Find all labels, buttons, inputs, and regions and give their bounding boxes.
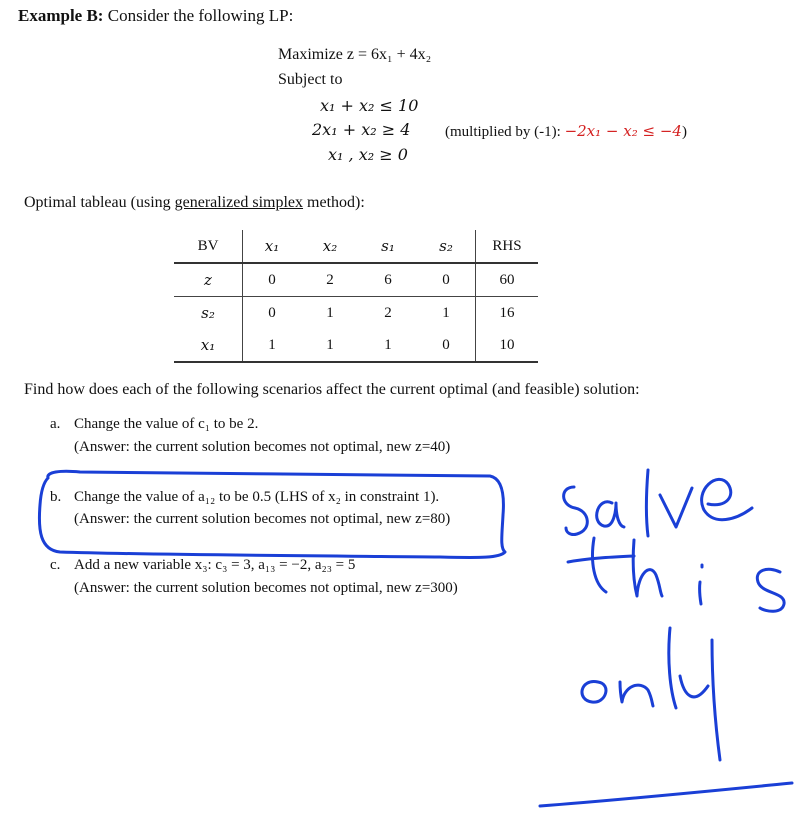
- header-s1: s₁: [359, 230, 417, 263]
- table-cell: 2: [384, 304, 392, 321]
- lp-constraint-2-note: (multiplied by (-1): −2x₁ − x₂ ≤ −4): [445, 122, 687, 140]
- example-title: Example B: Consider the following LP:: [18, 6, 294, 25]
- header-bv: BV: [174, 230, 243, 263]
- table-cell: 10: [476, 329, 539, 362]
- handwritten-only: [582, 628, 720, 760]
- table-cell: 0: [243, 263, 302, 297]
- table-row: [174, 263, 538, 297]
- table-cell: 1: [243, 329, 302, 362]
- item-b-text: Change the value of a₁₂ to be 0.5 (LHS of x₂ in constraint 1).: [74, 489, 440, 505]
- item-b-label: b.: [50, 489, 62, 505]
- underline-stroke: [540, 783, 792, 806]
- item-a-label: a.: [50, 416, 61, 432]
- header-rhs: RHS: [476, 230, 539, 263]
- item-a-answer: (Answer: the current solution becomes not optimal, new z=40): [74, 439, 451, 455]
- optimal-tableau: [174, 230, 538, 363]
- item-c-text: Add a new variable x₃: c₃ = 3, a₁₃ = −2, a₂₃ = 5: [74, 557, 356, 573]
- table-cell: 1: [301, 329, 359, 362]
- table-row: [174, 329, 538, 362]
- header-x1: x₁: [243, 230, 302, 263]
- scenario-question: Find how does each of the following scenarios affect the current optimal (and feasible) solution:: [24, 381, 640, 398]
- row-bv: s₂: [174, 297, 243, 330]
- handwritten-this: [568, 538, 784, 611]
- item-c-label: c.: [50, 557, 61, 573]
- table-cell: 0: [268, 304, 276, 321]
- table-cell: 16: [476, 297, 539, 330]
- tableau-header-row: [174, 230, 538, 263]
- lp-constraint-2: 2x₁ + x₂ ≥ 4: [312, 120, 411, 139]
- item-b-answer: (Answer: the current solution becomes not optimal, new z=80): [74, 511, 451, 527]
- table-cell: 0: [417, 329, 476, 362]
- handwritten-solve: [564, 470, 752, 536]
- lp-objective: Maximize z = 6x₁ + 4x₂: [278, 46, 432, 63]
- lp-nonnegativity: x₁ , x₂ ≥ 0: [328, 145, 408, 164]
- table-cell: 0: [417, 263, 476, 297]
- tableau-caption: Optimal tableau (using generalized simplex method):: [24, 194, 365, 211]
- lp-subject-to: Subject to: [278, 71, 343, 88]
- item-a-text: Change the value of c₁ to be 2.: [74, 416, 259, 432]
- table-cell: 6: [359, 263, 417, 297]
- table-cell: 1: [326, 304, 334, 321]
- lp-constraint-1: x₁ + x₂ ≤ 10: [320, 96, 419, 115]
- row-bv: z: [174, 263, 243, 297]
- table-cell: 1: [442, 304, 450, 321]
- table-cell: 60: [476, 263, 539, 297]
- table-row: [174, 297, 538, 330]
- item-c-answer: (Answer: the current solution becomes not optimal, new z=300): [74, 580, 458, 596]
- table-cell: 2: [301, 263, 359, 297]
- row-bv: x₁: [174, 329, 243, 362]
- header-s2: s₂: [417, 230, 476, 263]
- table-cell: 1: [359, 329, 417, 362]
- header-x2: x₂: [301, 230, 359, 263]
